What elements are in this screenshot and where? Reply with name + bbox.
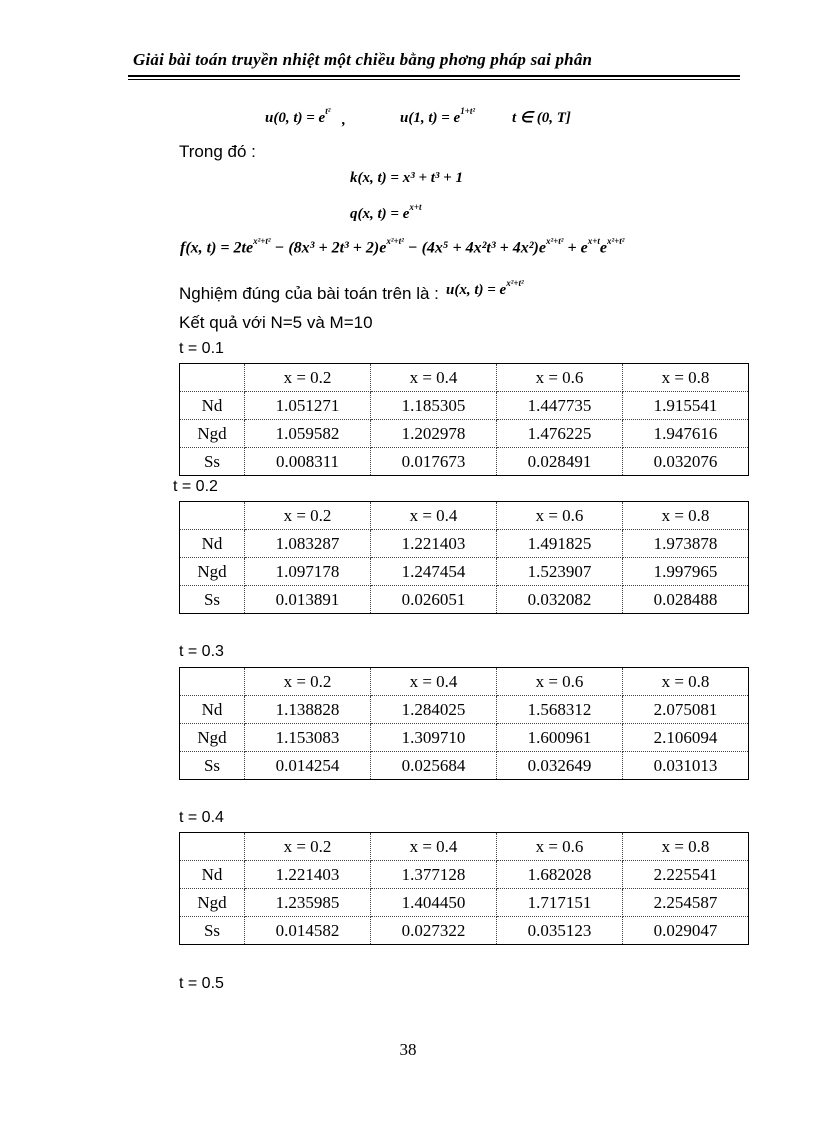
results-table-t03 bbox=[179, 667, 749, 780]
table-cell: 1.523907 bbox=[497, 558, 623, 586]
row-label: Nd bbox=[180, 861, 245, 889]
row-label: Ss bbox=[180, 917, 245, 945]
boundary-u1: u(1, $t) = e^{1+t^2}$ bbox=[400, 106, 476, 126]
corner-cell bbox=[180, 668, 245, 696]
table-cell: 1.221403 bbox=[245, 861, 371, 889]
f-equation: f(x, $t) = 2te^{x^2+t^2} - (8x^3 + 2t^3 + 2)e^{x^2+t^2} - (4x^5 + 4x^2t^3 + 4x^2)e^{x^2+t^2} + e^{x+t}e^{x^2+t^2}$ bbox=[180, 236, 625, 257]
t-label-1: t = 0.1 bbox=[179, 340, 224, 357]
column-header: x = 0.6 bbox=[497, 502, 623, 530]
table-row bbox=[180, 724, 749, 752]
row-label: Nd bbox=[180, 530, 245, 558]
time-domain: t ∈ (0, T] bbox=[512, 110, 571, 126]
table-cell: 1.083287 bbox=[245, 530, 371, 558]
table-row bbox=[180, 448, 749, 476]
table-cell: 0.031013 bbox=[623, 752, 749, 780]
table-cell: 1.447735 bbox=[497, 392, 623, 420]
column-header: x = 0.4 bbox=[371, 833, 497, 861]
table-row bbox=[180, 392, 749, 420]
row-label: Ss bbox=[180, 752, 245, 780]
column-header: x = 0.6 bbox=[497, 364, 623, 392]
table-cell: 1.309710 bbox=[371, 724, 497, 752]
table-cell: 1.997965 bbox=[623, 558, 749, 586]
column-header: x = 0.2 bbox=[245, 364, 371, 392]
row-label: Ngd bbox=[180, 420, 245, 448]
table-cell: 0.014582 bbox=[245, 917, 371, 945]
table-cell: 2.075081 bbox=[623, 696, 749, 724]
table-cell: 1.153083 bbox=[245, 724, 371, 752]
boundary-comma: , bbox=[342, 112, 346, 128]
q-equation: q(x, $t) = e^{x+t}$ bbox=[350, 202, 422, 222]
table-cell: 1.202978 bbox=[371, 420, 497, 448]
column-header: x = 0.2 bbox=[245, 668, 371, 696]
table-cell: 1.476225 bbox=[497, 420, 623, 448]
table-cell: 0.027322 bbox=[371, 917, 497, 945]
table-row bbox=[180, 420, 749, 448]
column-header: x = 0.6 bbox=[497, 833, 623, 861]
boundary-u0: u(0, $t) = e^{t^2}$ bbox=[265, 106, 331, 126]
table-cell: 1.973878 bbox=[623, 530, 749, 558]
table-cell: 1.051271 bbox=[245, 392, 371, 420]
table-row bbox=[180, 861, 749, 889]
exact-solution-formula: u(x, $t) = e^{x^2+t^2}$ bbox=[446, 278, 524, 298]
t-label-5: t = 0.5 bbox=[179, 975, 224, 992]
t-label-2: t = 0.2 bbox=[173, 478, 218, 495]
column-header: x = 0.4 bbox=[371, 364, 497, 392]
table-cell: 1.138828 bbox=[245, 696, 371, 724]
row-label: Ngd bbox=[180, 889, 245, 917]
table-cell: 1.059582 bbox=[245, 420, 371, 448]
results-label: Kết quả với N=5 và M=10 bbox=[179, 313, 373, 332]
table-row bbox=[180, 558, 749, 586]
row-label: Ngd bbox=[180, 724, 245, 752]
column-header: x = 0.8 bbox=[623, 833, 749, 861]
table-cell: 1.717151 bbox=[497, 889, 623, 917]
table-row bbox=[180, 889, 749, 917]
table-cell: 1.568312 bbox=[497, 696, 623, 724]
results-table-t01 bbox=[179, 363, 749, 476]
table-header-row bbox=[180, 668, 749, 696]
table-row bbox=[180, 917, 749, 945]
table-cell: 1.600961 bbox=[497, 724, 623, 752]
table-cell: 0.028491 bbox=[497, 448, 623, 476]
row-label: Ngd bbox=[180, 558, 245, 586]
table-row bbox=[180, 696, 749, 724]
table-cell: 0.032649 bbox=[497, 752, 623, 780]
table-row bbox=[180, 752, 749, 780]
corner-cell bbox=[180, 502, 245, 530]
table-cell: 1.915541 bbox=[623, 392, 749, 420]
corner-cell bbox=[180, 833, 245, 861]
table-cell: 0.028488 bbox=[623, 586, 749, 614]
table-row bbox=[180, 586, 749, 614]
table-cell: 0.032082 bbox=[497, 586, 623, 614]
table-cell: 1.185305 bbox=[371, 392, 497, 420]
table-cell: 1.404450 bbox=[371, 889, 497, 917]
t-label-3: t = 0.3 bbox=[179, 643, 224, 660]
table-cell: 0.029047 bbox=[623, 917, 749, 945]
corner-cell bbox=[180, 364, 245, 392]
row-label: Ss bbox=[180, 586, 245, 614]
table-cell: 1.235985 bbox=[245, 889, 371, 917]
column-header: x = 0.2 bbox=[245, 833, 371, 861]
column-header: x = 0.4 bbox=[371, 502, 497, 530]
table-cell: 2.106094 bbox=[623, 724, 749, 752]
header-rule-thin bbox=[128, 79, 740, 80]
table-cell: 1.097178 bbox=[245, 558, 371, 586]
table-cell: 2.225541 bbox=[623, 861, 749, 889]
table-cell: 0.013891 bbox=[245, 586, 371, 614]
table-cell: 1.377128 bbox=[371, 861, 497, 889]
table-cell: 1.284025 bbox=[371, 696, 497, 724]
row-label: Ss bbox=[180, 448, 245, 476]
results-table-t04 bbox=[179, 832, 749, 945]
header-rule-thick bbox=[128, 75, 740, 77]
table-cell: 1.247454 bbox=[371, 558, 497, 586]
table-header-row bbox=[180, 364, 749, 392]
table-cell: 0.017673 bbox=[371, 448, 497, 476]
column-header: x = 0.6 bbox=[497, 668, 623, 696]
table-cell: 1.221403 bbox=[371, 530, 497, 558]
table-cell: 0.032076 bbox=[623, 448, 749, 476]
results-table-t02 bbox=[179, 501, 749, 614]
table-cell: 1.491825 bbox=[497, 530, 623, 558]
table-cell: 0.014254 bbox=[245, 752, 371, 780]
table-cell: 0.026051 bbox=[371, 586, 497, 614]
table-row bbox=[180, 530, 749, 558]
row-label: Nd bbox=[180, 392, 245, 420]
table-cell: 1.682028 bbox=[497, 861, 623, 889]
table-cell: 0.008311 bbox=[245, 448, 371, 476]
column-header: x = 0.8 bbox=[623, 364, 749, 392]
exact-solution-label: Nghiệm đúng của bài toán trên là : bbox=[179, 284, 439, 303]
column-header: x = 0.2 bbox=[245, 502, 371, 530]
column-header: x = 0.4 bbox=[371, 668, 497, 696]
k-equation: k(x, t) = x³ + t³ + 1 bbox=[350, 170, 463, 186]
page-number: 38 bbox=[399, 1040, 417, 1059]
table-header-row bbox=[180, 833, 749, 861]
where-label: Trong đó : bbox=[179, 142, 256, 161]
t-label-4: t = 0.4 bbox=[179, 809, 224, 826]
column-header: x = 0.8 bbox=[623, 502, 749, 530]
table-header-row bbox=[180, 502, 749, 530]
column-header: x = 0.8 bbox=[623, 668, 749, 696]
table-cell: 0.025684 bbox=[371, 752, 497, 780]
running-header: Giải bài toán truyền nhiệt một chiều bằng phơng pháp sai phân bbox=[133, 50, 593, 69]
row-label: Nd bbox=[180, 696, 245, 724]
table-cell: 0.035123 bbox=[497, 917, 623, 945]
table-cell: 1.947616 bbox=[623, 420, 749, 448]
table-cell: 2.254587 bbox=[623, 889, 749, 917]
